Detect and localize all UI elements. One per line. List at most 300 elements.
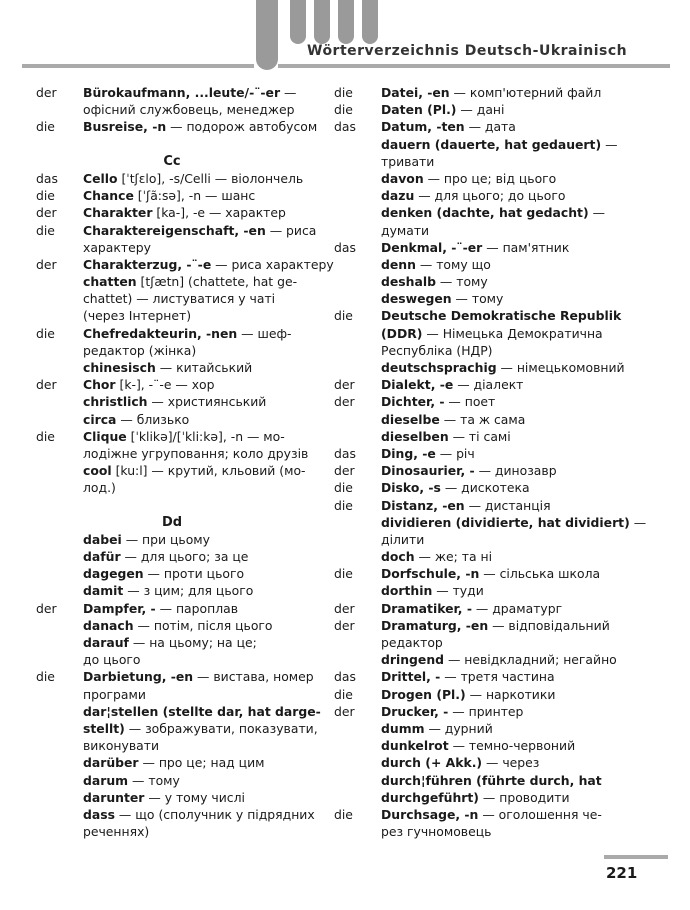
translation: редактор (жінка)	[83, 342, 197, 358]
translation: — поет	[444, 394, 496, 410]
article: die	[334, 102, 353, 118]
page-number: 221	[606, 864, 638, 882]
entry-text	[381, 686, 555, 703]
headword: Durchsage, -n	[381, 806, 479, 822]
dictionary-entry	[36, 222, 317, 239]
article: der	[36, 205, 57, 221]
entry-text	[83, 204, 286, 221]
entry-text	[381, 101, 504, 118]
article: der	[334, 377, 355, 393]
article: das	[334, 445, 356, 461]
entry-text	[381, 531, 424, 548]
entry-text	[83, 531, 210, 548]
article: der	[334, 703, 355, 719]
article: der	[334, 394, 355, 410]
dictionary-entry	[36, 634, 308, 651]
entry-text	[83, 789, 245, 806]
dictionary-entry	[334, 737, 634, 754]
translation: — сільська школа	[479, 566, 601, 582]
dictionary-entry	[334, 617, 634, 634]
translation: — на цьому; на це;	[128, 635, 257, 650]
headword: Drogen (Pl.)	[381, 686, 466, 702]
translation: реченнях)	[83, 824, 150, 840]
entry-text	[381, 497, 551, 514]
headword: darunter	[83, 789, 145, 805]
translation: — про це; від цього	[423, 170, 557, 186]
translation: — німецькомовний	[496, 360, 625, 375]
entry-text	[83, 342, 196, 359]
headword: chatten	[83, 274, 137, 290]
dictionary-entry	[36, 118, 318, 135]
dictionary-entry	[36, 359, 308, 376]
dictionary-entry	[334, 239, 634, 256]
entry-text	[381, 789, 570, 806]
dictionary-entry	[334, 462, 634, 479]
headword: dazu	[381, 188, 415, 204]
dictionary-entry	[36, 376, 308, 393]
headword: Dialekt, -e	[381, 377, 454, 393]
entry-text	[83, 222, 316, 239]
translation: — проти цього	[143, 566, 245, 582]
article: die	[36, 188, 55, 204]
dictionary-entry	[36, 256, 334, 273]
dictionary-entry	[334, 582, 634, 599]
dictionary-entry	[334, 342, 634, 359]
dictionary-entry	[334, 668, 634, 685]
entry-text	[83, 462, 306, 479]
translation: — принтер	[448, 703, 524, 719]
headword: Darbietung, -en	[83, 669, 194, 685]
dictionary-entry	[36, 325, 308, 342]
article: das	[36, 170, 58, 186]
entry-text	[83, 686, 146, 703]
headword: Distanz, -en	[381, 497, 465, 513]
entry-text	[381, 823, 491, 840]
headword: Dorfschule, -n	[381, 566, 480, 582]
headword: Deutsche Demokratische Republik	[381, 308, 622, 324]
headword: deswegen	[381, 291, 452, 307]
translation: лодіжне угруповання; коло друзів	[83, 445, 309, 461]
entry-text	[83, 411, 189, 428]
headword: Drucker, -	[381, 703, 449, 719]
dictionary-entry	[36, 737, 308, 754]
translation: — дані	[456, 102, 505, 118]
translation: — через	[482, 755, 540, 771]
entry-text	[381, 462, 557, 479]
headword: dringend	[381, 652, 445, 668]
dictionary-entry	[334, 136, 634, 153]
headword: dorthin	[381, 583, 433, 599]
headword: Dichter, -	[381, 394, 445, 410]
headword: dunkelrot	[381, 738, 449, 754]
headword: dividieren (dividierte, hat dividiert)	[381, 514, 630, 530]
translation: — подорож автобусом	[166, 119, 318, 135]
dictionary-entry	[334, 686, 634, 703]
headword: Datum, -ten	[381, 119, 465, 135]
dictionary-entry	[36, 411, 308, 428]
translation: — проводити	[478, 789, 570, 805]
entry-text	[381, 273, 488, 290]
translation: виконувати	[83, 738, 160, 754]
dictionary-entry	[334, 204, 634, 221]
dictionary-entry	[334, 256, 634, 273]
translation: — риса	[265, 222, 317, 238]
dictionary-entry	[334, 703, 634, 720]
entry-text	[83, 548, 248, 565]
translation: — ті самі	[448, 428, 511, 444]
entry-text	[83, 84, 296, 101]
headword: Charakterzug, -¨-e	[83, 256, 212, 272]
headword: Chefredakteurin, -nen	[83, 325, 238, 341]
translation: [ka-], -e — характер	[152, 205, 286, 221]
spacer	[36, 136, 308, 153]
headword: deshalb	[381, 274, 436, 290]
headword: Dampfer, -	[83, 600, 156, 616]
article: die	[36, 428, 55, 444]
translation: — потім, після цього	[133, 617, 273, 633]
translation: —	[280, 85, 297, 100]
headword: deutschsprachig	[381, 360, 497, 375]
dictionary-entry	[334, 428, 634, 445]
dictionary-entry	[36, 307, 308, 324]
dictionary-entry	[334, 806, 634, 823]
entry-text	[381, 84, 601, 101]
entry-text	[381, 445, 475, 462]
entry-text	[83, 256, 334, 273]
headword: davon	[381, 170, 424, 186]
dictionary-entry	[36, 273, 308, 290]
dictionary-entry	[334, 514, 647, 531]
translation: — діалект	[453, 377, 524, 393]
dictionary-entry	[334, 187, 634, 204]
header-rule-left	[22, 64, 254, 68]
dictionary-entry	[334, 359, 634, 376]
translation: — з цим; для цього	[123, 583, 254, 599]
entry-text	[381, 222, 429, 239]
entry-text	[83, 325, 292, 342]
article: der	[334, 463, 355, 479]
translation: — зображувати, показувати,	[124, 720, 318, 736]
headword: Charaktereigenschaft, -en	[83, 222, 266, 238]
entry-text	[83, 600, 238, 617]
translation: — близько	[116, 411, 190, 427]
headword: dauern (dauerte, hat gedauert)	[381, 136, 602, 152]
headword: denn	[381, 256, 416, 272]
entry-text	[381, 411, 525, 428]
article: die	[334, 85, 353, 100]
translation: — про це; над цим	[138, 755, 265, 771]
entry-text	[83, 101, 294, 118]
entry-text	[83, 118, 317, 135]
translation: —	[588, 205, 605, 221]
translation: —	[629, 514, 647, 530]
headword: danach	[83, 617, 134, 633]
entry-text	[381, 290, 503, 307]
dictionary-entry	[334, 376, 634, 393]
dictionary-entry	[334, 531, 634, 548]
translation: [ˈtʃɛlo], -s/Celli — віолончель	[117, 170, 304, 186]
article: die	[36, 325, 55, 341]
headword: darum	[83, 772, 129, 788]
dictionary-entry	[334, 445, 634, 462]
translation: — третя частина	[440, 669, 555, 685]
headword: Charakter	[83, 205, 153, 221]
header-tab	[338, 0, 354, 44]
entry-text	[83, 479, 116, 496]
translation: — тому	[451, 291, 504, 307]
translation: —	[601, 136, 618, 152]
headword: cool	[83, 463, 112, 479]
translation: [tʃætn] (chattete, hat ge-	[136, 274, 298, 290]
translation: — невідкладний; негайно	[444, 652, 617, 668]
headword: Chance	[83, 188, 134, 204]
page-number-rule	[604, 855, 668, 859]
translation: рез гучномовець	[381, 824, 492, 840]
translation: — темно-червоний	[448, 738, 576, 754]
entry-text	[381, 376, 523, 393]
right-column	[334, 84, 647, 840]
dictionary-entry	[36, 668, 314, 685]
translation: лод.)	[83, 480, 116, 496]
translation: — Німецька Демократична	[422, 325, 603, 341]
headword: doch	[381, 549, 415, 565]
headword: dass	[83, 806, 115, 822]
translation: — оголошення че-	[478, 806, 602, 822]
article: die	[334, 308, 353, 324]
translation: — же; та ні	[414, 549, 493, 565]
article: die	[36, 222, 55, 238]
article: das	[334, 119, 356, 135]
article: das	[334, 239, 356, 255]
headword: Dramaturg, -en	[381, 617, 489, 633]
dictionary-entry	[334, 153, 634, 170]
translation: — вистава, номер	[193, 669, 314, 685]
entry-text	[83, 754, 265, 771]
dictionary-entry	[334, 307, 634, 324]
entry-text	[83, 290, 275, 307]
dictionary-entry	[36, 789, 308, 806]
headword: Ding, -e	[381, 445, 436, 461]
entry-text	[381, 187, 565, 204]
entry-text	[381, 634, 443, 651]
dictionary-entry	[36, 754, 308, 771]
dictionary-entry	[36, 290, 308, 307]
dictionary-entry	[36, 531, 308, 548]
dictionary-entry	[334, 222, 634, 239]
entry-text	[381, 565, 600, 582]
entry-text	[83, 273, 297, 290]
entry-text	[381, 359, 625, 376]
header-tab	[256, 0, 278, 70]
entry-text	[83, 806, 315, 823]
translation: — річ	[435, 445, 475, 461]
translation: — дата	[464, 119, 516, 135]
dictionary-entry	[36, 720, 318, 737]
entry-text	[381, 737, 575, 754]
translation: — християнський	[147, 394, 267, 410]
headword: darüber	[83, 755, 139, 771]
headword: dieselben	[381, 428, 449, 444]
entry-text	[381, 772, 602, 789]
article: der	[36, 85, 57, 100]
translation: — пароплав	[155, 600, 239, 616]
dictionary-entry	[334, 754, 634, 771]
headword: Denkmal, -¨-er	[381, 239, 483, 255]
entry-text	[381, 720, 493, 737]
section-letter: Dd	[161, 514, 183, 530]
dictionary-entry	[36, 239, 308, 256]
entry-text	[381, 136, 617, 153]
entry-text	[381, 118, 516, 135]
entry-text	[381, 703, 523, 720]
dictionary-entry	[334, 823, 634, 840]
headword: Drittel, -	[381, 669, 441, 685]
dictionary-entry	[334, 325, 634, 342]
translation: — відповідальний	[488, 617, 610, 633]
page-header-title: Wörterverzeichnis Deutsch-Ukrainisch	[307, 43, 628, 59]
dictionary-entry	[334, 634, 634, 651]
entry-text	[381, 342, 493, 359]
dictionary-entry	[36, 548, 308, 565]
dictionary-entry	[334, 101, 634, 118]
entry-text	[83, 239, 151, 256]
dictionary-entry	[36, 582, 308, 599]
entry-text	[381, 256, 491, 273]
translation: — пам'ятник	[482, 239, 570, 255]
headword: Clique	[83, 428, 127, 444]
headword: dagegen	[83, 566, 144, 582]
translation: — дистанція	[464, 497, 551, 513]
entry-text	[381, 617, 610, 634]
entry-text	[83, 376, 215, 393]
headword: dumm	[381, 720, 425, 736]
translation: програми	[83, 686, 146, 702]
header-tab	[290, 0, 306, 44]
entry-text	[83, 359, 252, 376]
article: der	[36, 600, 57, 616]
article: die	[334, 686, 353, 702]
entry-text	[83, 617, 273, 634]
dictionary-entry	[36, 565, 308, 582]
dictionary-entry	[334, 84, 634, 101]
header-tabs	[256, 0, 392, 70]
entry-text	[83, 634, 257, 651]
entry-text	[83, 720, 318, 737]
headword: stellt)	[83, 720, 125, 736]
left-column	[36, 84, 334, 840]
entry-text	[83, 307, 191, 324]
translation: chattet) — листуватися у чаті	[83, 291, 276, 307]
headword: Disko, -s	[381, 480, 441, 496]
entry-text	[83, 393, 266, 410]
dictionary-entry	[334, 273, 634, 290]
headword: dar¦stellen (stellte dar, hat darge-	[83, 703, 321, 719]
translation: думати	[381, 222, 430, 238]
entry-text	[381, 479, 530, 496]
translation: редактор	[381, 635, 443, 650]
dictionary-entry	[334, 497, 634, 514]
entry-text	[83, 703, 321, 720]
dictionary-entry	[36, 393, 308, 410]
dictionary-entry	[36, 428, 308, 445]
entry-text	[83, 582, 253, 599]
headword: Dinosaurier, -	[381, 463, 475, 479]
dictionary-entry	[36, 170, 308, 187]
article: die	[334, 497, 353, 513]
entry-text	[83, 187, 255, 204]
translation: — дискотека	[440, 480, 530, 496]
article: das	[334, 669, 356, 685]
dictionary-entry	[334, 789, 634, 806]
headword: Busreise, -n	[83, 119, 167, 135]
entry-text	[381, 307, 621, 324]
entry-text	[83, 170, 303, 187]
entry-text	[83, 668, 314, 685]
translation: — наркотики	[465, 686, 556, 702]
headword: dabei	[83, 531, 122, 547]
translation: — у тому числі	[144, 789, 245, 805]
entry-text	[381, 582, 484, 599]
entry-text	[381, 325, 603, 342]
headword: Bürokaufmann, ...leute/-¨-er	[83, 85, 281, 100]
dictionary-entry	[36, 342, 308, 359]
article: der	[36, 377, 57, 393]
entry-text	[83, 428, 285, 445]
dictionary-entry	[36, 823, 308, 840]
entry-text	[381, 514, 646, 531]
entry-text	[381, 153, 434, 170]
article: die	[334, 806, 353, 822]
entry-text	[381, 204, 605, 221]
translation: — для цього; до цього	[414, 188, 566, 204]
translation: — риса характеру	[211, 256, 334, 272]
translation: — та ж сама	[439, 411, 526, 427]
header-rule-right	[278, 64, 670, 68]
article: die	[334, 480, 353, 496]
entry-text	[381, 668, 555, 685]
headword: durchgeführt)	[381, 789, 479, 805]
translation: — драматург	[471, 600, 563, 616]
entry-text	[381, 239, 569, 256]
dictionary-entry	[36, 772, 308, 789]
dictionary-entry	[334, 720, 634, 737]
translation: — тому що	[415, 256, 491, 272]
dictionary-entry	[36, 101, 308, 118]
entry-text	[83, 651, 141, 668]
entry-text	[381, 600, 562, 617]
dictionary-entry	[334, 548, 634, 565]
dictionary-entry	[36, 462, 308, 479]
translation: Республіка (НДР)	[381, 342, 493, 358]
translation: [ku:l] — крутий, кльовий (мо-	[111, 463, 306, 479]
dictionary-entry	[334, 479, 634, 496]
headword: chinesisch	[83, 360, 156, 375]
entry-text	[381, 806, 602, 823]
headword: Datei, -en	[381, 85, 450, 100]
headword: darauf	[83, 635, 129, 650]
dictionary-entry	[36, 686, 308, 703]
entry-text	[83, 445, 308, 462]
translation: — при цьому	[121, 531, 210, 547]
section-letter: Cc	[163, 153, 181, 169]
translation: до цього	[83, 652, 141, 668]
dictionary-entry	[36, 806, 315, 823]
dictionary-entry	[36, 204, 308, 221]
translation: — комп'ютерний файл	[449, 85, 602, 100]
translation: (через Інтернет)	[83, 308, 192, 324]
dictionary-entry	[334, 290, 634, 307]
article: der	[36, 256, 57, 272]
